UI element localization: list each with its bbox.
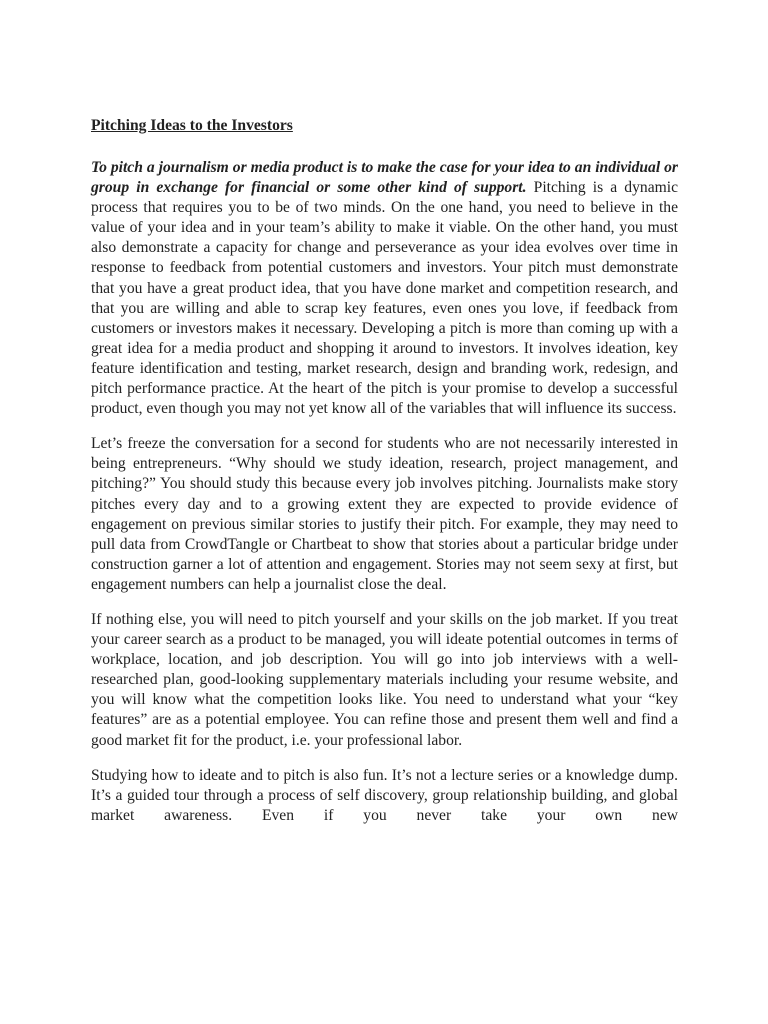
paragraph-2: Let’s freeze the conversation for a second for students who are not necessarily interested in being entrepreneurs. “Why should we study ideation, research, project management, and pitching?” You should study this because every job involves pitching. Journalists make story pitches every day and to a growing extent they are expected to provide evidence of engagement on previous similar stories to justify their pitch. For example, they may need to pull data from CrowdTangle or Chartbeat to show that stories about a particular bridge under construction garner a lot of attention and engagement. Stories may not seem sexy at first, but engagement numbers can help a journalist close the deal. [91, 435, 678, 593]
paragraph-1 [91, 158, 678, 419]
document-title: Pitching Ideas to the Investors [91, 117, 293, 134]
paragraph-1-body: Pitching is a dynamic process that requires you to be of two minds. On the one hand, you need to believe in the value of your idea and in your team’s ability to make it viable. On the other hand, you must also demonstrate a capacity for change and perseverance as your idea evolves over time in response to feedback from potential customers and investors. Your pitch must demonstrate that you have a great product idea, that you have done market and competition research, and that you are willing and able to scrap key features, even ones you love, if feedback from customers or investors makes it necessary. Developing a pitch is more than coming up with a great idea for a media product and shopping it around to investors. It involves ideation, key feature identification and testing, market research, design and branding work, redesign, and pitch performance practice. At the heart of the pitch is your promise to develop a successful product, even though you may not yet know all of the variables that will influence its success. [91, 179, 679, 418]
paragraph-1-lead: To pitch a journalism or media product is to make the case for your idea to an individual or group in exchange for financial or some other kind of support. [91, 159, 678, 197]
paragraph-4: Studying how to ideate and to pitch is also fun. It’s not a lecture series or a knowledge dump. It’s a guided tour through a process of self discovery, group relationship building, and global market awareness. Even if you never take your own new [91, 766, 678, 824]
document-page [91, 116, 678, 841]
paragraph-3: If nothing else, you will need to pitch yourself and your skills on the job market. If you treat your career search as a product to be managed, you will ideate potential outcomes in terms of workplace, location, and job description. You will go into job interviews with a well-researched plan, good-looking supplementary materials including your resume website, and you will know what the competition looks like. You need to understand what your “key features” are as a potential employee. You can refine those and present them well and find a good market fit for the product, i.e. your professional labor. [91, 610, 678, 749]
